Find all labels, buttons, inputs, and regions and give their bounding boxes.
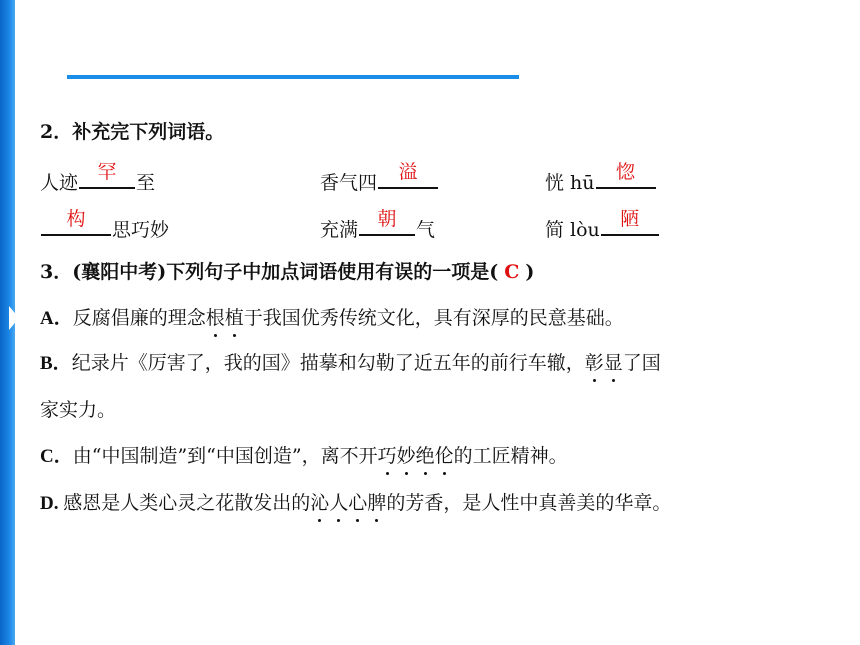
dotted-word [585,352,623,374]
dotted-word [378,445,454,467]
emphasis-char: 脾 [367,492,387,514]
left-bar-notch [9,306,19,330]
option-label: A． [40,308,73,329]
q2-row2-item3: 简 lòu 陋 [545,212,660,243]
emphasis-char: 显 [603,352,623,374]
answer-text: 朝 [377,208,397,230]
answer-blank [378,161,438,189]
option-b-continued: 家实力。 [40,399,117,421]
emphasis-char: 绝 [415,445,435,467]
emphasis-char: 植 [224,307,244,329]
q3-stem-text: 3．(襄阳中考)下列句子中加点词语使用有误的一项是( [40,261,499,283]
option-b: B．纪录片《厉害了，我的国》描摹和勾勒了近五年的前行车辙，彰显了国 [40,352,661,374]
dotted-word [206,307,244,329]
emphasis-char: 心 [348,492,368,514]
q2-title [40,119,224,145]
answer-text: 溢 [398,161,418,183]
dotted-word [310,492,386,514]
emphasis-char: 妙 [396,445,416,467]
answer-blank [41,208,111,236]
q2-row1-item2: 香气四 溢 [320,165,439,196]
q3-stem: 3．(襄阳中考)下列句子中加点词语使用有误的一项是( C ) [40,261,535,283]
answer-blank [359,208,415,236]
answer-blank [596,161,656,189]
q3-answer: C [504,261,520,283]
option-label: D. [40,493,64,514]
option-label: B． [40,353,72,374]
option-d: D. 感恩是人类心灵之花散发出的沁人心脾的芳香，是人性中真善美的华章。 [40,492,672,514]
emphasis-char: 巧 [377,445,397,467]
emphasis-char: 沁 [310,492,330,514]
answer-blank [79,161,135,189]
answer-text: 惚 [616,161,636,183]
answer-text: 构 [66,208,86,230]
title-underline-rule [67,75,519,79]
option-c: C．由“中国制造”到“中国创造”，离不开巧妙绝伦的工匠精神。 [40,445,568,467]
emphasis-char: 彰 [584,352,604,374]
emphasis-char: 伦 [434,445,454,467]
q2-row1-item3: 恍 hū 惚 [545,165,657,196]
emphasis-char: 人 [329,492,349,514]
answer-text: 陋 [620,208,640,230]
answer-text: 罕 [97,161,117,183]
q2-row2-item1: 构 思巧妙 [40,212,169,243]
option-a: A．反腐倡廉的理念根植于我国优秀传统文化，具有深厚的民意基础。 [40,307,624,329]
q2-row2-item2: 充满 朝 气 [320,208,436,241]
emphasis-char: 根 [205,307,225,329]
answer-blank [601,208,659,236]
q2-title-text: 2．补充完下列词语。 [40,121,225,143]
option-label: C． [40,446,73,467]
q2-row1-item1: 人迹 罕 至 [40,161,156,194]
